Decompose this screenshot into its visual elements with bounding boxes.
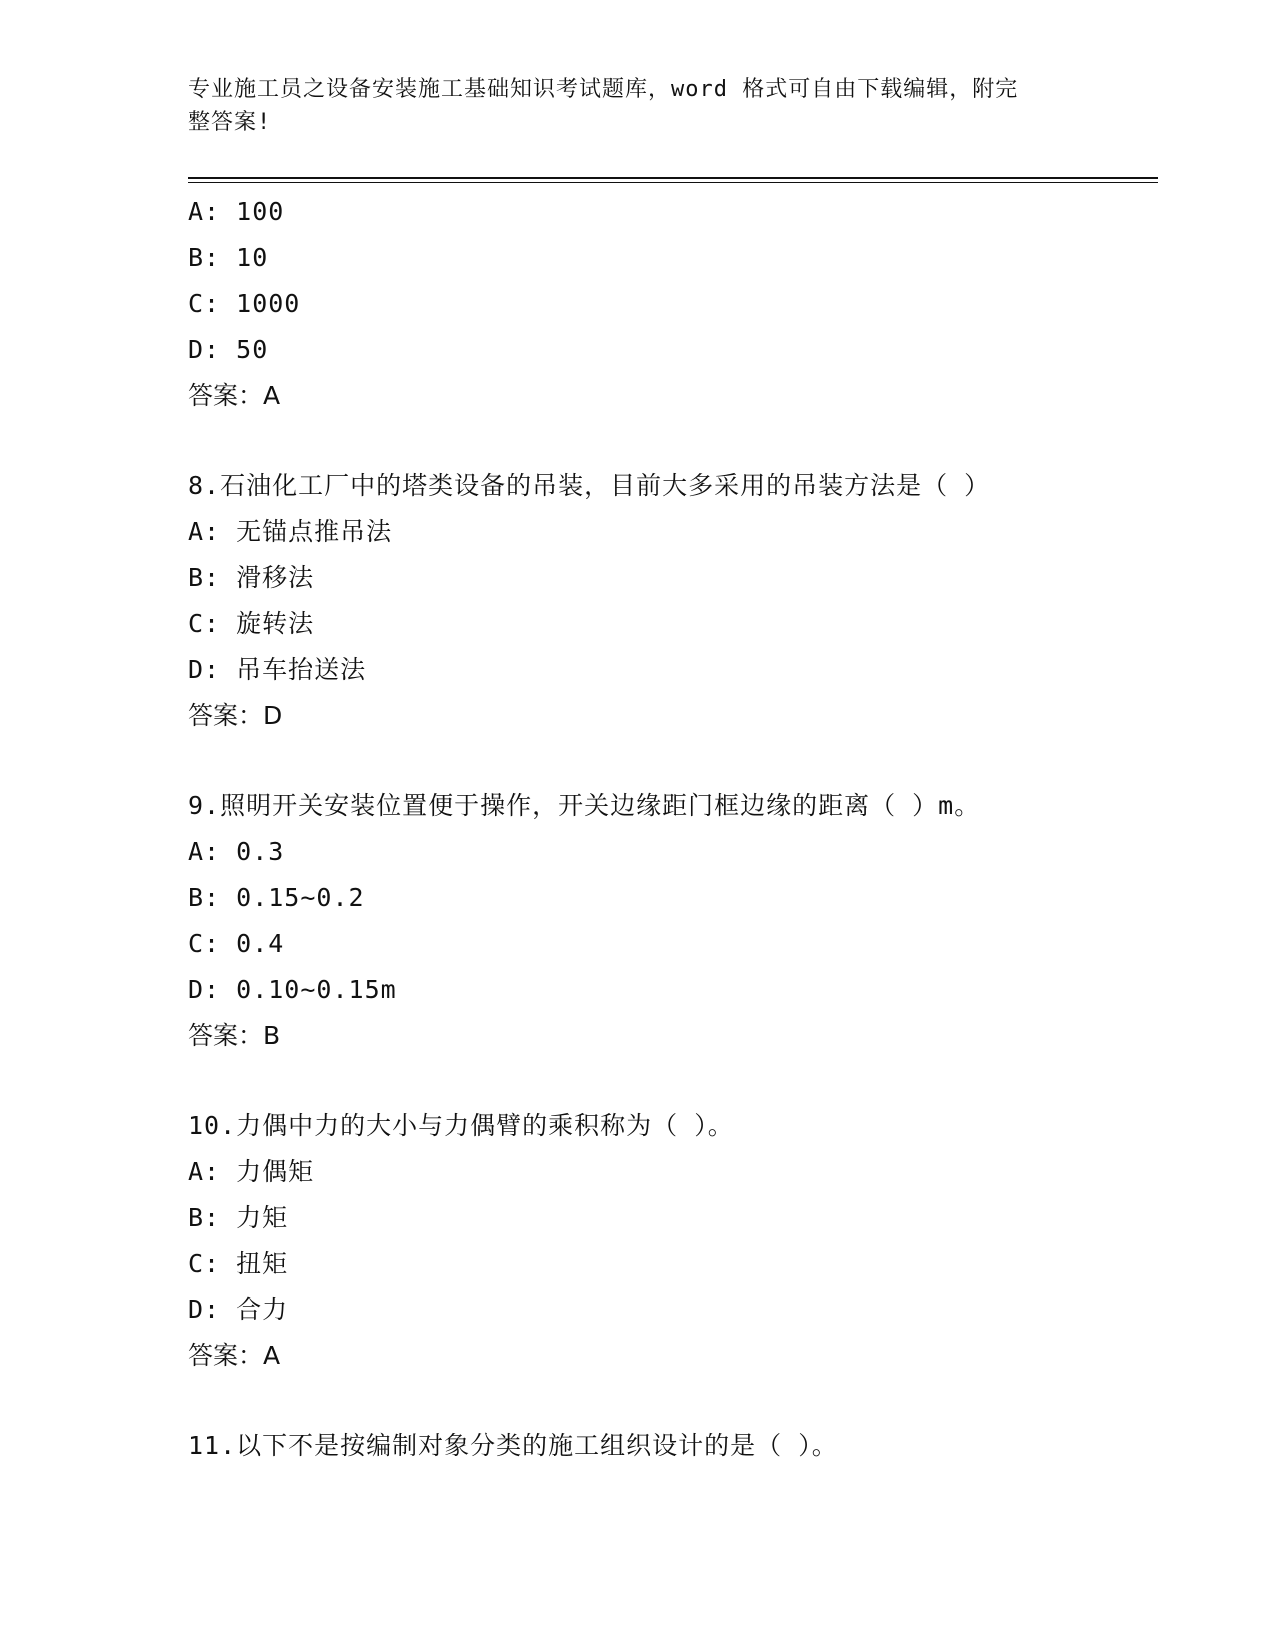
option-c: C: 1000 (188, 289, 301, 318)
option-d: D: 吊车抬送法 (188, 655, 367, 684)
header-line-2: 整答案! (188, 110, 272, 135)
answer: 答案：A (188, 1341, 281, 1370)
option-c: C: 扭矩 (188, 1249, 289, 1278)
option-c: C: 旋转法 (188, 609, 315, 638)
question-text: 11.以下不是按编制对象分类的施工组织设计的是（ ）。 (188, 1431, 838, 1460)
option-b: B: 0.15~0.2 (188, 883, 365, 912)
question-text: 9.照明开关安装位置便于操作，开关边缘距门框边缘的距离（ ）m。 (188, 791, 981, 820)
document-header (188, 73, 1088, 139)
option-d: D: 合力 (188, 1295, 289, 1324)
option-a: A: 0.3 (188, 837, 285, 866)
option-d: D: 50 (188, 335, 269, 364)
answer: 答案：D (188, 701, 283, 730)
option-b: B: 10 (188, 243, 269, 272)
answer: 答案：B (188, 1021, 281, 1050)
header-rule-thin (188, 182, 1158, 183)
option-d: D: 0.10~0.15m (188, 975, 397, 1004)
question-8-block (188, 463, 1158, 739)
question-text: 10.力偶中力的大小与力偶臂的乘积称为（ ）。 (188, 1111, 734, 1140)
question-7-block (188, 189, 1158, 419)
header-line-1: 专业施工员之设备安装施工基础知识考试题库，word 格式可自由下载编辑，附完 (188, 77, 1019, 102)
option-a: A: 100 (188, 197, 285, 226)
answer: 答案：A (188, 381, 281, 410)
option-a: A: 力偶矩 (188, 1157, 315, 1186)
option-b: B: 滑移法 (188, 563, 315, 592)
header-rule-thick (188, 177, 1158, 179)
option-a: A: 无锚点推吊法 (188, 517, 393, 546)
question-text: 8.石油化工厂中的塔类设备的吊装，目前大多采用的吊装方法是（ ） (188, 471, 991, 500)
option-c: C: 0.4 (188, 929, 285, 958)
question-11-block (188, 1423, 1158, 1469)
option-b: B: 力矩 (188, 1203, 289, 1232)
question-9-block (188, 783, 1158, 1059)
question-10-block (188, 1103, 1158, 1379)
document-body (188, 189, 1158, 1469)
